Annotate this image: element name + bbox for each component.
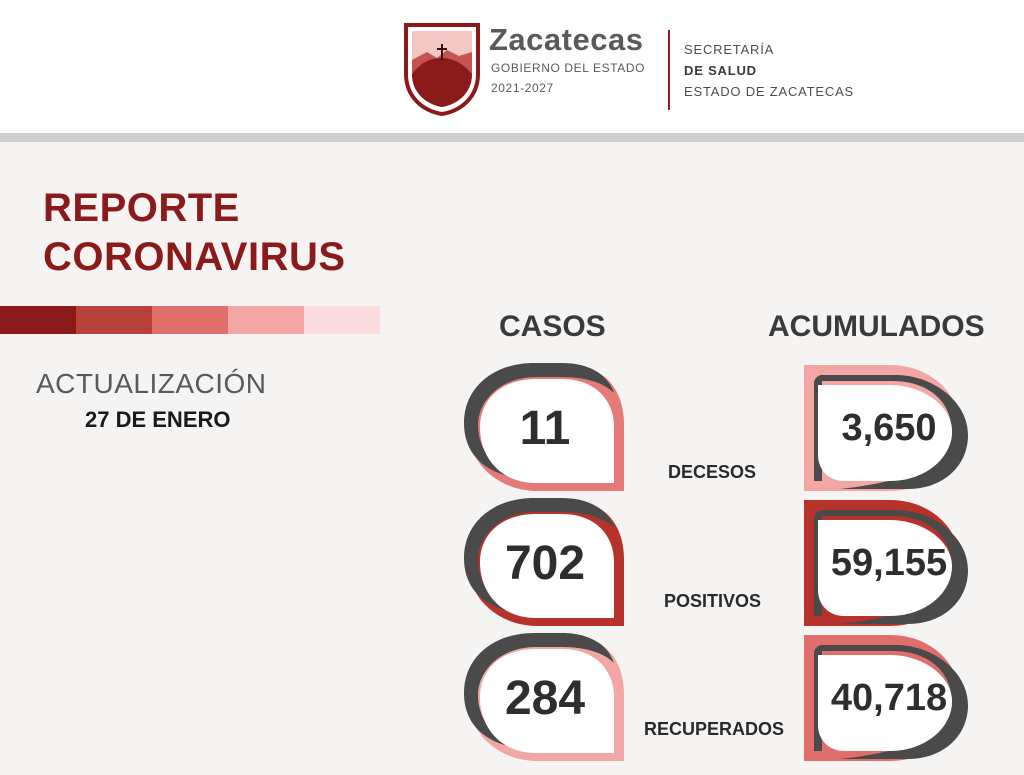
secretariat-line-3: ESTADO DE ZACATECAS: [684, 84, 855, 99]
casos-badge-recuperados: [458, 633, 628, 763]
zacatecas-shield-icon: [403, 22, 481, 116]
stripe-5: [304, 306, 380, 334]
acumulados-value-positivos: 59,155: [830, 541, 948, 584]
stripe-2: [76, 306, 152, 334]
column-header-acumulados: ACUMULADOS: [768, 310, 985, 343]
row-label-recuperados: RECUPERADOS: [644, 719, 785, 739]
row-label-decesos: DECESOS: [668, 462, 757, 482]
color-stripe-bar: [0, 306, 380, 334]
update-date: 27 DE ENERO: [85, 407, 231, 432]
casos-value-recuperados: 284: [504, 671, 586, 725]
column-header-casos: CASOS: [499, 310, 606, 343]
stripe-3: [152, 306, 228, 334]
secretariat-line-1: SECRETARÍA: [684, 42, 775, 57]
header-vertical-divider: [668, 30, 670, 110]
brand-name: Zacatecas: [489, 22, 644, 57]
brand-years: 2021-2027: [491, 81, 554, 95]
secretariat-line-2: DE SALUD: [684, 63, 757, 78]
brand-subtitle: GOBIERNO DEL ESTADO: [491, 61, 646, 75]
casos-badge-positivos: [458, 498, 628, 628]
stripe-1: [0, 306, 76, 334]
report-title-line-2: CORONAVIRUS: [43, 235, 346, 279]
acumulados-badge-decesos: [800, 363, 970, 493]
row-label-positivos: POSITIVOS: [664, 591, 762, 611]
report-title-line-1: REPORTE: [43, 186, 240, 230]
header-divider: [0, 133, 1024, 142]
acumulados-badge-positivos: [800, 498, 970, 628]
acumulados-value-recuperados: 40,718: [830, 676, 948, 719]
casos-value-positivos: 702: [504, 536, 586, 590]
acumulados-badge-recuperados: [800, 633, 970, 763]
casos-value-decesos: 11: [519, 401, 571, 455]
stripe-4: [228, 306, 304, 334]
acumulados-value-decesos: 3,650: [841, 406, 937, 449]
casos-badge-decesos: [458, 363, 628, 493]
update-label: ACTUALIZACIÓN: [36, 368, 267, 399]
